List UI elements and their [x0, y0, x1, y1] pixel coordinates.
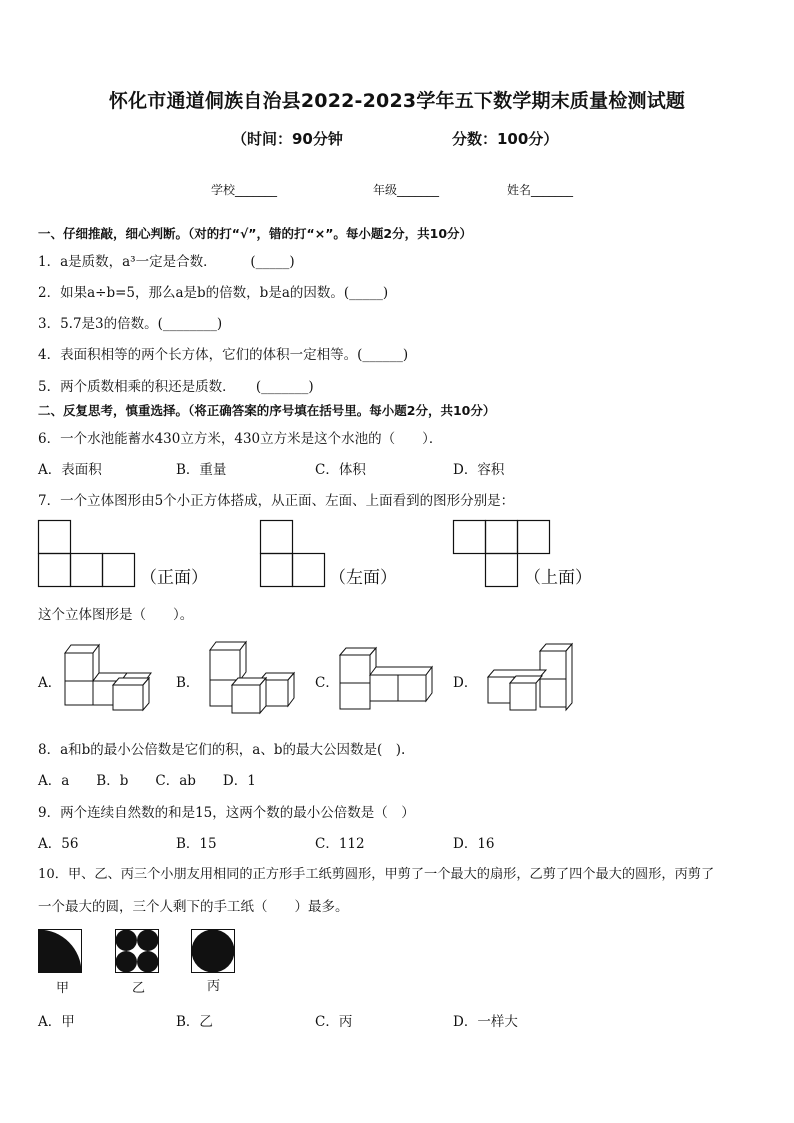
exam-score: 分数：100分） [452, 130, 559, 148]
section1-heading: 一、仔细推敲，细心判断。（对的打“√”，错的打“×”。每小题2分，共10分） [38, 226, 473, 241]
q10-option-a: A．甲 [38, 1014, 75, 1030]
grade-field: 年级_______ [373, 183, 440, 197]
q9-option-d: D．16 [453, 836, 495, 852]
question-1: 1．a是质数，a³一定是合数． (_____) [38, 254, 295, 270]
name-field: 姓名_______ [507, 183, 574, 197]
cube-figure-d [488, 643, 578, 713]
q6-option-b: B．重量 [176, 462, 227, 478]
cube-figure-a [65, 643, 155, 713]
question-4: 4．表面积相等的两个长方体，它们的体积一定相等。(______) [38, 347, 409, 363]
q10-option-c: C．丙 [315, 1014, 353, 1030]
yi-label: 乙 [132, 981, 146, 996]
q9-option-b: B．15 [176, 836, 217, 852]
question-5: 5．两个质数相乘的积还是质数． (_______) [38, 379, 314, 395]
bing-label: 丙 [207, 979, 221, 994]
top-view-label: （上面） [524, 568, 592, 588]
q8-options: A．a B．b C．ab D．1 [38, 773, 256, 789]
q7-option-c: C． [315, 675, 339, 691]
front-view-figure [38, 520, 138, 590]
jia-quarter-circle-figure [38, 929, 84, 975]
question-9: 9．两个连续自然数的和是15，这两个数的最小公倍数是（ ） [38, 805, 415, 821]
left-view-label: （左面） [329, 568, 397, 588]
q9-option-a: A．56 [38, 836, 79, 852]
q6-option-c: C．体积 [315, 462, 366, 478]
q9-option-c: C．112 [315, 836, 365, 852]
q7-option-d: D． [453, 675, 478, 691]
jia-label: 甲 [56, 981, 70, 996]
q7-option-a: A． [38, 675, 62, 691]
cube-figure-b [210, 636, 300, 716]
q7-option-b: B． [176, 675, 200, 691]
question-6: 6．一个水池能蓄水430立方米，430立方米是这个水池的（ ）． [38, 431, 443, 447]
question-7: 7．一个立体图形由5个小正方体搭成，从正面、左面、上面看到的图形分别是： [38, 493, 515, 509]
question-10-line1: 10．甲、乙、丙三个小朋友用相同的正方形手工纸剪圆形，甲剪了一个最大的扇形，乙剪了四个最大的圆形，丙剪了 [38, 867, 715, 882]
bing-circle-figure [191, 929, 237, 975]
left-view-figure [260, 520, 330, 590]
cube-figure-c [340, 647, 435, 717]
question-10-line2: 一个最大的圆，三个人剩下的手工纸（ ）最多。 [38, 899, 349, 915]
q10-option-d: D．一样大 [453, 1014, 518, 1030]
question-7-ask: 这个立体图形是（ ）。 [38, 607, 194, 623]
q6-option-a: A．表面积 [38, 462, 102, 478]
question-8: 8．a和b的最小公倍数是它们的积，a、b的最大公因数是( ). [38, 742, 406, 758]
front-view-label: （正面） [140, 568, 208, 588]
question-2: 2．如果a÷b=5，那么a是b的倍数，b是a的因数。(_____) [38, 285, 389, 301]
yi-four-circles-figure [115, 929, 161, 975]
school-field: 学校_______ [211, 183, 278, 197]
section2-heading: 二、反复思考，慎重选择。（将正确答案的序号填在括号里。每小题2分，共10分） [38, 403, 496, 418]
exam-time: （时间：90分钟 [232, 130, 343, 148]
question-3: 3．5.7是3的倍数。(________) [38, 316, 223, 332]
page-title: 怀化市通道侗族自治县2022-2023学年五下数学期末质量检测试题 [108, 90, 686, 112]
q10-option-b: B．乙 [176, 1014, 213, 1030]
q6-option-d: D．容积 [453, 462, 505, 478]
